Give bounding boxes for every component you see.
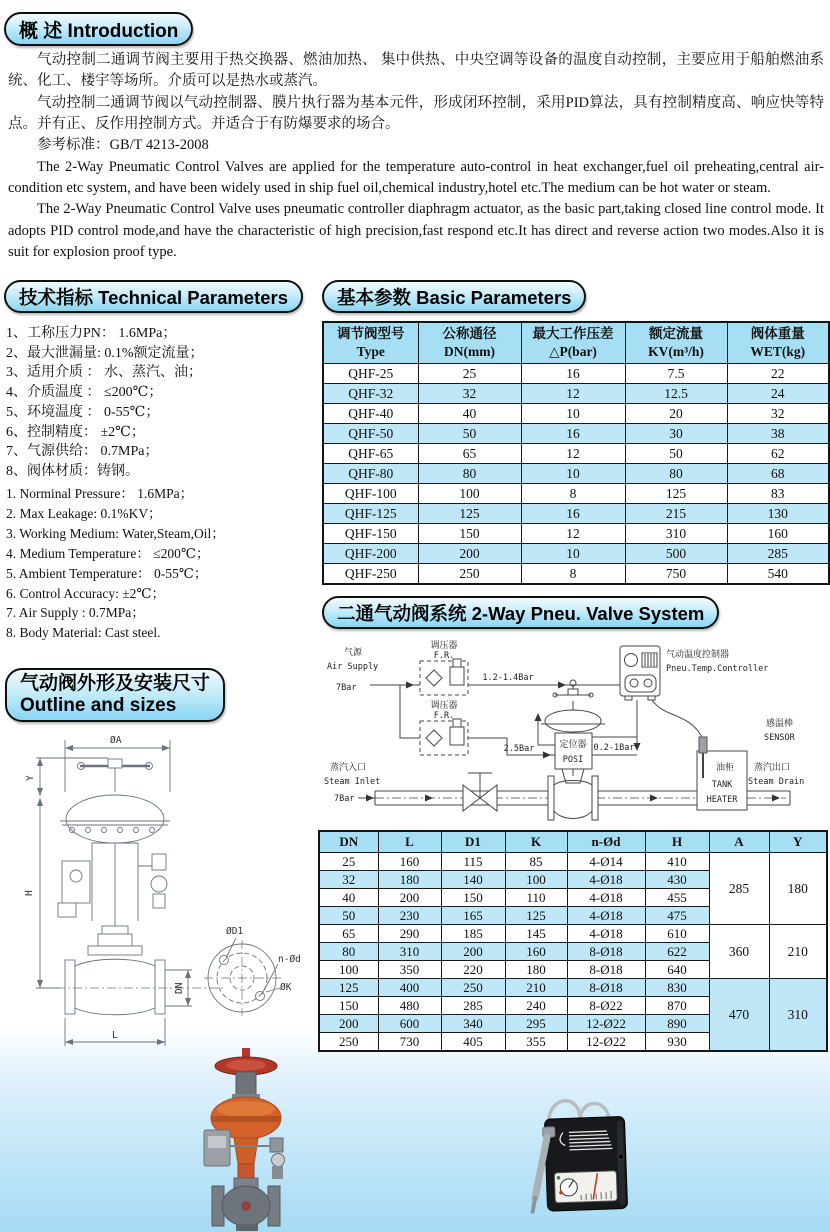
fr2-label-cn: 调压器 bbox=[430, 701, 458, 711]
positioner-label-en: POSI bbox=[562, 755, 584, 765]
table-cell: 12 bbox=[521, 444, 625, 464]
flange-detail bbox=[204, 938, 282, 1016]
table-cell: QHF-65 bbox=[323, 444, 418, 464]
table-cell: 85 bbox=[505, 853, 567, 871]
table-cell: 475 bbox=[645, 907, 709, 925]
tank-label-cn: 油柜 bbox=[715, 763, 735, 773]
column-header-cn: 调节阀型号 bbox=[337, 325, 405, 341]
column-header bbox=[625, 322, 727, 364]
table-cell: 80 bbox=[418, 464, 521, 484]
section-header-label: 技术指标 Technical Parameters bbox=[19, 286, 289, 308]
sensor-label-cn: 感温棒 bbox=[766, 719, 794, 729]
table-cell: 50 bbox=[625, 444, 727, 464]
table-cell: 430 bbox=[645, 871, 709, 889]
table-cell: 240 bbox=[505, 997, 567, 1015]
column-header: L bbox=[378, 831, 441, 853]
table-cell: 165 bbox=[441, 907, 505, 925]
table-cell: 50 bbox=[418, 424, 521, 444]
table-cell: QHF-32 bbox=[323, 384, 418, 404]
steam-drain-label-cn: 蒸汽出口 bbox=[754, 763, 791, 773]
table-cell: 405 bbox=[441, 1033, 505, 1052]
table-cell: 83 bbox=[727, 484, 829, 504]
table-row bbox=[323, 444, 829, 464]
dim-nod-label: n-Ød bbox=[278, 954, 301, 965]
table-cell: 12-Ø22 bbox=[567, 1033, 645, 1052]
table-cell: 125 bbox=[418, 504, 521, 524]
table-cell: 200 bbox=[378, 889, 441, 907]
tank-label-en1: TANK bbox=[711, 780, 733, 790]
table-cell: 4-Ø14 bbox=[567, 853, 645, 871]
intro-reference-standard: 参考标准：GB/T 4213-2008 bbox=[37, 137, 209, 154]
steam-inlet-label-en: Steam Inlet bbox=[324, 777, 381, 787]
table-cell: 140 bbox=[441, 871, 505, 889]
list-item: 7. Air Supply : 0.7MPa； bbox=[6, 605, 145, 621]
mid-pressure-label: 1.2-1.4Bar bbox=[482, 673, 534, 683]
table-cell: 40 bbox=[418, 404, 521, 424]
section-header-label-cn: 气动阀外形及安装尺寸 bbox=[20, 672, 211, 694]
table-cell: 185 bbox=[441, 925, 505, 943]
intro-paragraph-cn-1: 气动控制二通调节阀主要用于热交换器、燃油加热、 集中供热、中央空调等设备的温度自动控制，主要应用于船舶燃油系统、化工、楼宇等场所。介质可以是热水或蒸汽。 bbox=[8, 52, 824, 90]
table-cell: QHF-125 bbox=[323, 504, 418, 524]
table-cell: 730 bbox=[378, 1033, 441, 1052]
table-row bbox=[323, 364, 829, 384]
table-cell-merged: 310 bbox=[769, 979, 827, 1052]
table-cell: 600 bbox=[378, 1015, 441, 1033]
table-cell: 22 bbox=[727, 364, 829, 384]
table-cell: 30 bbox=[625, 424, 727, 444]
pneumatic-temp-controller-symbol bbox=[620, 646, 660, 700]
column-header-cn: 最大工作压差 bbox=[532, 325, 614, 341]
out-pressure-label: 0.2-1Bar bbox=[593, 743, 635, 753]
list-item: 1、工称压力PN： 1.6MPa； bbox=[6, 326, 177, 341]
filter-regulator bbox=[152, 854, 166, 870]
table-cell: 355 bbox=[505, 1033, 567, 1052]
table-cell: 250 bbox=[441, 979, 505, 997]
table-cell: 50 bbox=[319, 907, 378, 925]
list-item: 4. Medium Temperature： ≤200℃； bbox=[6, 545, 210, 561]
dim-h-label: H bbox=[24, 890, 35, 896]
column-header-en: Type bbox=[356, 344, 385, 359]
column-header bbox=[418, 322, 521, 364]
table-row bbox=[319, 853, 827, 871]
section-header-label: 概 述 Introduction bbox=[19, 20, 179, 42]
list-item: 8、阀体材质：铸钢。 bbox=[6, 463, 139, 479]
steam-drain-label-en: Steam Drain bbox=[748, 777, 805, 787]
column-header bbox=[323, 322, 418, 364]
column-header: Y bbox=[769, 831, 827, 853]
dim-dn-label: DN bbox=[174, 982, 185, 994]
column-header: A bbox=[709, 831, 769, 853]
table-cell: 480 bbox=[378, 997, 441, 1015]
column-header-en: △P(bar) bbox=[549, 344, 597, 359]
table-cell: 10 bbox=[521, 544, 625, 564]
column-header: DN bbox=[319, 831, 378, 853]
table-cell: 10 bbox=[521, 404, 625, 424]
table-cell: 540 bbox=[727, 564, 829, 585]
table-cell: 220 bbox=[441, 961, 505, 979]
table-row bbox=[323, 464, 829, 484]
table-cell: 8 bbox=[521, 564, 625, 585]
list-item: 6. Control Accuracy: ±2℃； bbox=[6, 585, 165, 601]
dim-ok-label: ØK bbox=[280, 982, 292, 993]
column-header: H bbox=[645, 831, 709, 853]
table-cell: QHF-25 bbox=[323, 364, 418, 384]
table-row bbox=[323, 404, 829, 424]
table-cell: 100 bbox=[319, 961, 378, 979]
table-cell: 340 bbox=[441, 1015, 505, 1033]
table-cell: 32 bbox=[727, 404, 829, 424]
section-header-outline bbox=[5, 668, 225, 722]
controller-label-en: Pneu.Temp.Controller bbox=[666, 664, 769, 674]
list-item: 8. Body Material: Cast steel. bbox=[6, 625, 161, 641]
table-cell: 100 bbox=[418, 484, 521, 504]
table-cell: 24 bbox=[727, 384, 829, 404]
table-cell: 250 bbox=[418, 564, 521, 585]
table-row bbox=[323, 544, 829, 564]
table-cell: QHF-40 bbox=[323, 404, 418, 424]
table-cell: 4-Ø18 bbox=[567, 889, 645, 907]
column-header bbox=[521, 322, 625, 364]
valve-photo-graphic bbox=[204, 1048, 285, 1231]
table-cell: 100 bbox=[505, 871, 567, 889]
fr1-label-en: F.R. bbox=[433, 651, 455, 661]
steam-inlet-pressure: 7Bar bbox=[334, 794, 355, 804]
table-cell: 150 bbox=[418, 524, 521, 544]
fr1-label-cn: 调压器 bbox=[430, 641, 458, 651]
technical-parameters-list-cn bbox=[6, 324, 318, 482]
column-header: D1 bbox=[441, 831, 505, 853]
table-cell: 115 bbox=[441, 853, 505, 871]
table-cell: 62 bbox=[727, 444, 829, 464]
table-cell: 12.5 bbox=[625, 384, 727, 404]
table-cell: 640 bbox=[645, 961, 709, 979]
table-cell: 210 bbox=[505, 979, 567, 997]
table-cell: 410 bbox=[645, 853, 709, 871]
table-cell: 110 bbox=[505, 889, 567, 907]
table-cell: 295 bbox=[505, 1015, 567, 1033]
table-cell-merged: 180 bbox=[769, 853, 827, 925]
table-row bbox=[319, 925, 827, 943]
column-header-en: KV(m³/h) bbox=[648, 344, 704, 359]
table-cell: 8-Ø22 bbox=[567, 997, 645, 1015]
table-row bbox=[323, 564, 829, 585]
table-cell: 145 bbox=[505, 925, 567, 943]
section-header-introduction bbox=[4, 12, 193, 46]
table-header-row bbox=[323, 322, 829, 364]
section-header-label: 二通气动阀系统 2-Way Pneu. Valve System bbox=[337, 602, 705, 624]
section-header-label-en: Outline and sizes bbox=[20, 695, 177, 716]
table-cell-merged: 210 bbox=[769, 925, 827, 979]
list-item: 5. Ambient Temperature： 0-55℃； bbox=[6, 565, 208, 581]
air-supply-pressure: 7Bar bbox=[336, 683, 357, 693]
tank-label-en2: HEATER bbox=[706, 795, 738, 805]
table-cell: 285 bbox=[727, 544, 829, 564]
list-item: 2、最大泄漏量: 0.1%额定流量； bbox=[6, 345, 204, 361]
table-cell-merged: 470 bbox=[709, 979, 769, 1052]
steam-inlet-label-cn: 蒸汽入口 bbox=[330, 763, 367, 773]
dimensions-table bbox=[318, 830, 828, 1052]
valve-outline-drawing bbox=[10, 726, 310, 1062]
list-item: 5、环境温度 ： 0-55℃； bbox=[6, 404, 160, 420]
table-cell: 890 bbox=[645, 1015, 709, 1033]
column-header-cn: 额定流量 bbox=[649, 325, 703, 341]
table-cell: 80 bbox=[625, 464, 727, 484]
yoke-and-accessories bbox=[58, 843, 167, 934]
table-cell: 160 bbox=[378, 853, 441, 871]
table-cell: 40 bbox=[319, 889, 378, 907]
table-cell: 285 bbox=[441, 997, 505, 1015]
table-row bbox=[323, 524, 829, 544]
dim-l-label: L bbox=[112, 1030, 118, 1041]
list-item: 3. Working Medium: Water,Steam,Oil； bbox=[6, 525, 225, 541]
table-cell: 180 bbox=[378, 871, 441, 889]
table-cell: 65 bbox=[319, 925, 378, 943]
table-header-row bbox=[319, 831, 827, 853]
section-header-label: 基本参数 Basic Parameters bbox=[337, 286, 572, 308]
section-header-valve-system bbox=[322, 596, 719, 629]
table-cell: 200 bbox=[441, 943, 505, 961]
table-cell-merged: 360 bbox=[709, 925, 769, 979]
table-cell: 12 bbox=[521, 524, 625, 544]
dim-oa-label: ØA bbox=[110, 735, 122, 746]
table-cell: 125 bbox=[319, 979, 378, 997]
column-header-cn: 阀体重量 bbox=[750, 325, 805, 341]
table-cell: QHF-80 bbox=[323, 464, 418, 484]
section-header-basic-parameters bbox=[322, 280, 586, 313]
table-cell: 830 bbox=[645, 979, 709, 997]
table-cell: 180 bbox=[505, 961, 567, 979]
table-cell: 8-Ø18 bbox=[567, 943, 645, 961]
actuator-dome bbox=[60, 795, 170, 843]
table-cell: 150 bbox=[441, 889, 505, 907]
table-cell: 215 bbox=[625, 504, 727, 524]
table-cell: 750 bbox=[625, 564, 727, 585]
table-cell: 16 bbox=[521, 504, 625, 524]
table-cell: 12-Ø22 bbox=[567, 1015, 645, 1033]
table-cell: 500 bbox=[625, 544, 727, 564]
column-header: K bbox=[505, 831, 567, 853]
valve-system-diagram bbox=[322, 633, 830, 832]
table-cell: 200 bbox=[319, 1015, 378, 1033]
air-supply-label-cn: 气源 bbox=[344, 648, 363, 658]
list-item: 4、介质温度 ： ≤200℃； bbox=[6, 385, 163, 401]
column-header-cn: 公称通径 bbox=[442, 325, 497, 341]
table-cell: 150 bbox=[319, 997, 378, 1015]
table-cell: 622 bbox=[645, 943, 709, 961]
table-cell: 20 bbox=[625, 404, 727, 424]
table-cell: 65 bbox=[418, 444, 521, 464]
introduction-text bbox=[8, 50, 824, 263]
table-cell: 310 bbox=[625, 524, 727, 544]
table-cell: 160 bbox=[727, 524, 829, 544]
table-cell: QHF-50 bbox=[323, 424, 418, 444]
column-header-en: DN(mm) bbox=[444, 344, 495, 359]
table-cell: 8-Ø18 bbox=[567, 979, 645, 997]
sensor-label-en: SENSOR bbox=[764, 733, 795, 743]
table-row bbox=[323, 484, 829, 504]
table-cell: 4-Ø18 bbox=[567, 925, 645, 943]
table-cell: QHF-250 bbox=[323, 564, 418, 585]
table-cell: 12 bbox=[521, 384, 625, 404]
controller-label-cn: 气动温度控制器 bbox=[666, 650, 730, 660]
intro-paragraph-en-2: The 2-Way Pneumatic Control Valve uses pneumatic controller diaphragm actuator, as the basic part,taking closed line control mode. It adopts PID control mode,and have the characteristic of high precision,fast respond etc.It has direct and reverse action two modes.Also it is suit for explosion proof type. bbox=[8, 201, 824, 260]
table-cell: 400 bbox=[378, 979, 441, 997]
column-header bbox=[727, 322, 829, 364]
table-cell: 290 bbox=[378, 925, 441, 943]
table-cell: 125 bbox=[625, 484, 727, 504]
list-item: 7、气源供给： 0.7MPa； bbox=[6, 444, 159, 460]
table-cell: 25 bbox=[319, 853, 378, 871]
section-header-technical-parameters bbox=[4, 280, 303, 313]
table-cell: QHF-100 bbox=[323, 484, 418, 504]
table-cell: 610 bbox=[645, 925, 709, 943]
table-cell: 25 bbox=[418, 364, 521, 384]
table-cell: 230 bbox=[378, 907, 441, 925]
intro-paragraph-en-1: The 2-Way Pneumatic Control Valves are applied for the temperature auto-control in heat exchanger,fuel oil preheating,central air-condition etc system, and have been widely used in ship fuel oil,chemical industry,hotel etc.The medium can be hot water or steam. bbox=[8, 158, 824, 196]
table-cell: 32 bbox=[319, 871, 378, 889]
table-cell: 16 bbox=[521, 424, 625, 444]
table-cell: 8-Ø18 bbox=[567, 961, 645, 979]
basic-parameters-table bbox=[322, 321, 830, 585]
table-cell: 455 bbox=[645, 889, 709, 907]
table-cell: QHF-200 bbox=[323, 544, 418, 564]
control-valve-body-symbol bbox=[548, 769, 598, 820]
table-row bbox=[323, 384, 829, 404]
table-cell: 310 bbox=[378, 943, 441, 961]
table-cell: 7.5 bbox=[625, 364, 727, 384]
table-cell: 200 bbox=[418, 544, 521, 564]
list-item: 2. Max Leakage: 0.1%KV； bbox=[6, 505, 162, 521]
temp-controller-photo bbox=[518, 1088, 643, 1220]
table-cell: 16 bbox=[521, 364, 625, 384]
fr2-label-en: F.R. bbox=[433, 711, 455, 721]
table-cell: 130 bbox=[727, 504, 829, 524]
intro-paragraph-cn-2: 气动控制二通调节阀以气动控制器、膜片执行器为基本元件，形成闭环控制，采用PID算法，具有控制精度高、响应快等特点。并有正、反作用控制方式。并适合于有防爆要求的场合。 bbox=[8, 94, 824, 132]
table-cell: 4-Ø18 bbox=[567, 907, 645, 925]
dim-y-label: Y bbox=[25, 775, 36, 781]
table-cell: 4-Ø18 bbox=[567, 871, 645, 889]
table-cell: 870 bbox=[645, 997, 709, 1015]
column-header: n-Ød bbox=[567, 831, 645, 853]
table-cell-merged: 285 bbox=[709, 853, 769, 925]
list-item: 6、控制精度： ±2℃； bbox=[6, 424, 145, 440]
table-cell: 68 bbox=[727, 464, 829, 484]
technical-parameters-list-en bbox=[6, 484, 318, 643]
valve-body bbox=[65, 926, 165, 1015]
positioner-label-cn: 定位器 bbox=[559, 740, 587, 750]
table-cell: 8 bbox=[521, 484, 625, 504]
table-cell: 250 bbox=[319, 1033, 378, 1052]
table-cell: 80 bbox=[319, 943, 378, 961]
column-header-en: WET(kg) bbox=[750, 344, 806, 359]
table-row bbox=[323, 504, 829, 524]
table-cell: 10 bbox=[521, 464, 625, 484]
list-item: 1. Norminal Pressure： 1.6MPa； bbox=[6, 486, 194, 501]
table-cell: 350 bbox=[378, 961, 441, 979]
table-cell: 32 bbox=[418, 384, 521, 404]
table-cell: QHF-150 bbox=[323, 524, 418, 544]
table-row bbox=[323, 424, 829, 444]
table-cell: 930 bbox=[645, 1033, 709, 1052]
table-cell: 125 bbox=[505, 907, 567, 925]
low-pressure-label: 2.5Bar bbox=[503, 744, 535, 754]
table-cell: 160 bbox=[505, 943, 567, 961]
air-supply-label-en: Air Supply bbox=[327, 662, 379, 672]
handwheel bbox=[78, 759, 153, 792]
table-cell: 38 bbox=[727, 424, 829, 444]
controller-photo-graphic bbox=[529, 1099, 628, 1212]
table-row bbox=[319, 979, 827, 997]
dim-od1-label: ØD1 bbox=[226, 926, 244, 937]
valve-photo bbox=[182, 1046, 312, 1232]
list-item: 3、适用介质 ： 水、蒸汽、油； bbox=[6, 365, 202, 381]
